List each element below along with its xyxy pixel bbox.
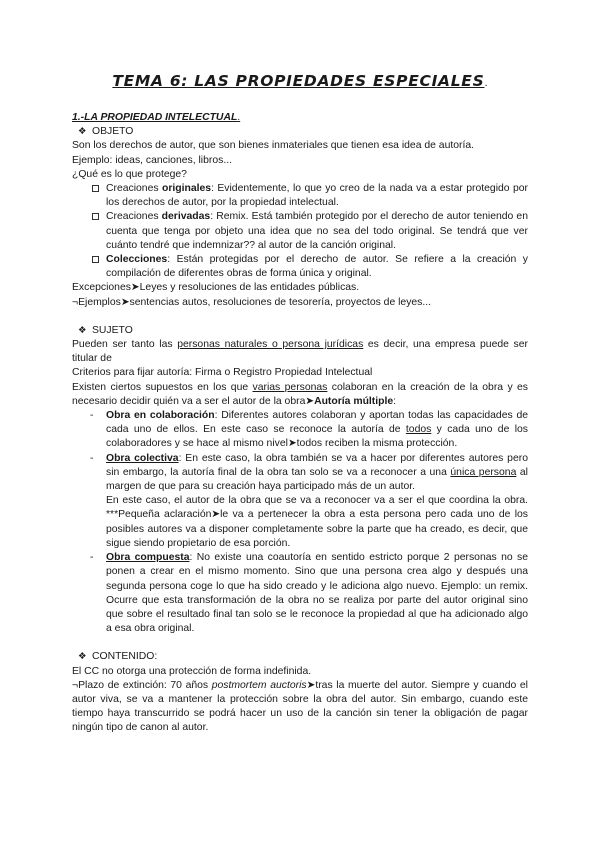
arrow-icon: ➤: [287, 438, 297, 450]
diamond-bullet-icon: ❖: [78, 126, 87, 138]
diamond-bullet-icon: ❖: [78, 324, 87, 336]
list-item: Colecciones: Están protegidas por el derecho de autor. Se refiere a la creación y compilación de diferentes obras de forma única y original.: [72, 253, 528, 281]
list-item: - Obra compuesta: No existe una coautoría en sentido estricto porque 2 personas no se ponen a crear en el mismo momento. Sino que una persona crea algo y después una segunda persona coge lo que ha sido creado y le adiciona algo nuevo. Ejemplo: un remix. Ocurre que esta transformación de la obra no se realiza por parte del autor original sino que sobre el resultado final tan solo se le reconoce la propiedad al que ha adicionado algo a esa obra original.: [90, 552, 529, 635]
objeto-heading: ❖ OBJETO: [78, 125, 528, 139]
dash-bullet: -: [90, 552, 94, 564]
dash-bullet: -: [90, 452, 94, 464]
objeto-example: Ejemplo: ideas, canciones, libros...: [72, 154, 232, 166]
list-item: Creaciones originales: Evidentemente, lo que yo creo de la nada va a estar protegido por los derechos de autor, por la propiedad intelectual.: [72, 182, 528, 210]
objeto-question: ¿Qué es lo que protege?: [72, 168, 187, 180]
arrow-icon: ➤: [306, 679, 316, 691]
checkbox-bullet-icon: [92, 256, 99, 263]
hook-icon: ¬: [72, 296, 79, 308]
sujeto-criterios: Criterios para fijar autoría: Firma o Registro Propiedad Intelectual: [72, 367, 373, 379]
sujeto-heading: ❖ SUJETO: [78, 324, 528, 338]
sujeto-supuestos: Existen ciertos supuestos en los que varias personas colaboran en la creación de la obra y es necesario decidir quién va a ser el autor de la obra➤Autoría múltiple:: [72, 381, 529, 407]
contenido-plazo: ¬Plazo de extinción: 70 años postmortem auctoris➤tras la muerte del autor. Siempre y cuando el autor viva, se va a mantener la protección sobre la obra del autor. Sin embargo, cuando este tiempo haya transcurrido se podrá hacer un uso de la canción sin tener la obligación de pagar ningún tipo de canon al autor.: [72, 679, 528, 734]
hook-icon: ¬: [72, 679, 79, 691]
contenido-paragraph: El CC no otorga una protección de forma indefinida.: [72, 665, 312, 677]
checkbox-bullet-icon: [92, 185, 99, 192]
ejemplos-line: ¬Ejemplos➤sentencias autos, resoluciones de tesorería, proyectos de leyes...: [72, 296, 432, 308]
objeto-paragraph: Son los derechos de autor, que son bienes inmateriales que tienen esa idea de autoría.: [72, 140, 475, 152]
section-heading: 1.-LA PROPIEDAD INTELECTUAL.: [72, 112, 241, 123]
arrow-icon: ➤: [211, 509, 221, 521]
arrow-icon: ➤: [130, 282, 140, 294]
diamond-bullet-icon: ❖: [78, 651, 87, 663]
list-item: Creaciones derivadas: Remix. Está también protegido por el derecho de autor teniendo en cuenta que tenga por objeto una idea que no sea del todo original. Se tendrá que ver cuánto tendré que indemnizar?? al autor de la canción original.: [72, 210, 528, 253]
excepciones-line: Excepciones➤Leyes y resoluciones de las entidades públicas.: [72, 282, 360, 294]
arrow-icon: ➤: [305, 395, 315, 407]
dash-bullet: -: [90, 410, 94, 422]
sujeto-paragraph: Pueden ser tanto las personas naturales o persona jurídicas es decir, una empresa puede ser titular de: [72, 339, 528, 365]
checkbox-bullet-icon: [92, 213, 99, 220]
contenido-heading: ❖ CONTENIDO:: [78, 650, 528, 664]
list-item: - Obra colectiva: En este caso, la obra también se va a hacer por diferentes autores pero sin embargo, la autoría final de la obra tan solo se va a reconocer a una única persona al margen de que para su creación haya participado más de un autor.: [90, 452, 528, 493]
list-item-continuation: En este caso, el autor de la obra que se va a reconocer va a ser el que coordina la obra. ***Pequeña aclaración➤le va a pertenecer la obra a esta persona pero cada uno de los posibles autores va a disponer completamente sobre la parte que ha creado, es decir, que sigue siendo propietario de esa porción.: [106, 495, 528, 549]
list-item: - Obra en colaboración: Diferentes autores colaboran y aportan todas las capacidades de cada uno de ellos. En este caso se reconoce la autoría de todos y cada uno de los colaboradores y se hace al mismo nivel➤todos reciben la misma protección.: [90, 410, 529, 450]
document-page: [72, 72, 528, 736]
page-title: TEMA 6: LAS PROPIEDADES ESPECIALES.: [112, 72, 488, 90]
arrow-icon: ➤: [120, 296, 130, 308]
